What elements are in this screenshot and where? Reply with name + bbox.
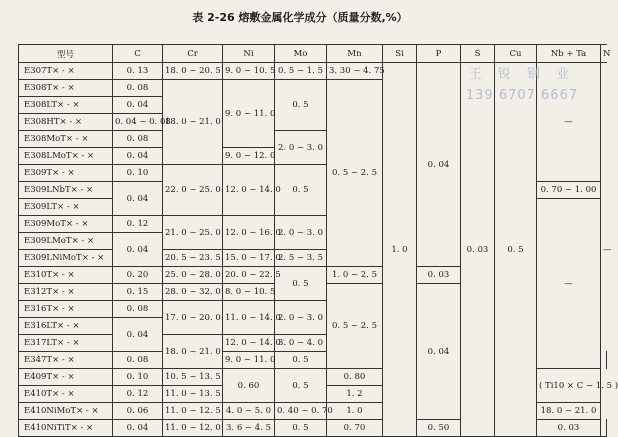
data-cell: —: [537, 199, 601, 369]
data-cell: 0. 5: [275, 267, 327, 301]
grade-cell: E410NiTiT× - ×: [19, 420, 113, 437]
data-cell: 2. 0 ~ 3. 0: [275, 131, 327, 165]
data-cell: 0. 04: [113, 420, 163, 437]
grade-cell: E308HT× - ×: [19, 114, 113, 131]
data-cell: 1. 0 ~ 2. 5: [327, 267, 383, 284]
data-cell: 0. 10: [113, 369, 163, 386]
data-cell: 22. 0 ~ 25. 0: [163, 165, 223, 216]
grade-cell: E410NiMoT× - ×: [19, 403, 113, 420]
data-cell: 0. 15: [113, 284, 163, 301]
grade-cell: E317LT× - ×: [19, 335, 113, 352]
grade-cell: E309LMoT× - ×: [19, 233, 113, 250]
header-cell: N: [601, 45, 607, 63]
grade-cell: E309T× - ×: [19, 165, 113, 182]
data-cell: 9. 0 ~ 11. 0: [223, 80, 275, 148]
data-cell: 0. 08: [113, 352, 163, 369]
data-cell: 0. 5: [275, 369, 327, 403]
data-cell: 0. 12: [113, 216, 163, 233]
data-cell: ( Ti10 × C ~ 1. 5 ): [537, 369, 601, 403]
data-cell: 18. 0 ~ 21. 0: [537, 403, 601, 420]
grade-cell: E308LMoT× - ×: [19, 148, 113, 165]
data-cell: 18. 0 ~ 21. 0: [163, 80, 223, 165]
data-cell: 0. 03: [461, 63, 495, 437]
data-cell: 11. 0 ~ 14. 0: [223, 301, 275, 335]
data-cell: 0. 13: [113, 63, 163, 80]
data-cell: 0. 04: [113, 148, 163, 165]
grade-cell: E316LT× - ×: [19, 318, 113, 335]
data-cell: 17. 0 ~ 20. 0: [163, 301, 223, 335]
data-cell: 0. 70: [327, 420, 383, 437]
grade-cell: E309LNbT× - ×: [19, 182, 113, 199]
data-cell: 0. 80: [327, 369, 383, 386]
data-cell: 11. 0 ~ 12. 5: [163, 403, 223, 420]
data-cell: 9. 0 ~ 10. 5: [223, 63, 275, 80]
data-cell: 0. 5: [495, 63, 537, 437]
data-cell: 2. 5 ~ 3. 5: [275, 250, 327, 267]
grade-cell: E307T× - ×: [19, 63, 113, 80]
watermark: [452, 64, 592, 106]
data-cell: 0. 5 ~ 2. 5: [327, 284, 383, 369]
data-cell: —: [537, 63, 601, 182]
data-cell: 3. 0 ~ 4. 0: [275, 335, 327, 352]
data-cell: 1. 0: [383, 63, 417, 437]
grade-cell: E312T× - ×: [19, 284, 113, 301]
header-cell: Cr: [163, 45, 223, 63]
grade-cell: E316T× - ×: [19, 301, 113, 318]
data-cell: 1. 0: [327, 403, 383, 420]
watermark-company: 王 锐 钢 业: [468, 67, 576, 82]
data-cell: 0. 5: [275, 165, 327, 216]
data-cell: 9. 0 ~ 11. 0: [223, 352, 275, 369]
data-cell: 0. 04: [113, 318, 163, 352]
data-cell: 0. 40 ~ 0. 70: [275, 403, 327, 420]
header-row: [19, 45, 607, 63]
data-cell: 0. 50: [417, 420, 461, 437]
grade-cell: E309MoT× - ×: [19, 216, 113, 233]
grade-cell: E347T× - ×: [19, 352, 113, 369]
header-cell: Si: [383, 45, 417, 63]
data-cell: 3. 30 ~ 4. 75: [327, 63, 383, 80]
watermark-phone: 139 6707 6667: [465, 88, 579, 103]
table-title: 表 2-26 熔敷金属化学成分（质量分数,%）: [192, 11, 408, 24]
grade-cell: E308LT× - ×: [19, 97, 113, 114]
header-cell: S: [461, 45, 495, 63]
data-cell: 25. 0 ~ 28. 0: [163, 267, 223, 284]
data-cell: 0. 5: [275, 420, 327, 437]
data-cell: 2. 0 ~ 3. 0: [275, 216, 327, 250]
data-cell: 18. 0 ~ 21. 0: [163, 335, 223, 369]
data-cell: 11. 0 ~ 13. 5: [163, 386, 223, 403]
data-cell: 4. 0 ~ 5. 0: [223, 403, 275, 420]
data-cell: 8. 0 ~ 10. 5: [223, 284, 275, 301]
data-cell: 12. 0 ~ 14. 0: [223, 165, 275, 216]
data-cell: 0. 04: [113, 182, 163, 216]
data-cell: 10. 5 ~ 13. 5: [163, 369, 223, 386]
data-cell: 0. 04: [113, 97, 163, 114]
header-cell: Ni: [223, 45, 275, 63]
grade-cell: E410T× - ×: [19, 386, 113, 403]
data-cell: 0. 5: [275, 352, 327, 369]
data-cell: 2. 0 ~ 3. 0: [275, 301, 327, 335]
grade-cell: E409T× - ×: [19, 369, 113, 386]
data-cell: 15. 0 ~ 17. 0: [223, 250, 275, 267]
header-cell: Mo: [275, 45, 327, 63]
data-cell: 3. 6 ~ 4. 5: [223, 420, 275, 437]
grade-cell: E309LT× - ×: [19, 199, 113, 216]
data-cell: 12. 0 ~ 14. 0: [223, 335, 275, 352]
data-cell: 12. 0 ~ 16. 0: [223, 216, 275, 250]
data-cell: 0. 03: [537, 420, 601, 437]
data-cell: 0. 06: [113, 403, 163, 420]
data-cell: —: [601, 63, 607, 437]
data-cell: 20. 0 ~ 22. 5: [223, 267, 275, 284]
data-cell: 0. 20: [113, 267, 163, 284]
data-cell: 0. 08: [113, 301, 163, 318]
header-cell: 型号: [19, 45, 113, 63]
header-cell: Mn: [327, 45, 383, 63]
data-cell: 0. 5: [275, 80, 327, 131]
grade-cell: E308T× - ×: [19, 80, 113, 97]
data-cell: 1. 2: [327, 386, 383, 403]
data-cell: 0. 5 ~ 1. 5: [275, 63, 327, 80]
data-cell: 0. 10: [113, 165, 163, 182]
data-cell: 0. 04: [113, 233, 163, 267]
grade-cell: E310T× - ×: [19, 267, 113, 284]
data-cell: 0. 03: [417, 267, 461, 284]
grade-cell: E308MoT× - ×: [19, 131, 113, 148]
data-cell: 11. 0 ~ 12. 0: [163, 420, 223, 437]
data-cell: 0. 04: [417, 284, 461, 420]
header-cell: P: [417, 45, 461, 63]
data-cell: 18. 0 ~ 20. 5: [163, 63, 223, 80]
header-cell: Nb + Ta: [537, 45, 601, 63]
data-cell: 21. 0 ~ 25. 0: [163, 216, 223, 250]
data-cell: 0. 70 ~ 1. 00: [537, 182, 601, 199]
data-cell: 0. 60: [223, 369, 275, 403]
data-cell: 20. 5 ~ 23. 5: [163, 250, 223, 267]
data-cell: 0. 04: [417, 63, 461, 267]
header-cell: Cu: [495, 45, 537, 63]
grade-cell: E309LNiMoT× - ×: [19, 250, 113, 267]
data-cell: 28. 0 ~ 32. 0: [163, 284, 223, 301]
header-cell: C: [113, 45, 163, 63]
data-cell: 0. 08: [113, 80, 163, 97]
data-cell: 0. 04 ~ 0. 08: [113, 114, 163, 131]
data-cell: 0. 5 ~ 2. 5: [327, 80, 383, 267]
data-cell: 0. 12: [113, 386, 163, 403]
data-cell: 9. 0 ~ 12. 0: [223, 148, 275, 165]
data-cell: 0. 08: [113, 131, 163, 148]
